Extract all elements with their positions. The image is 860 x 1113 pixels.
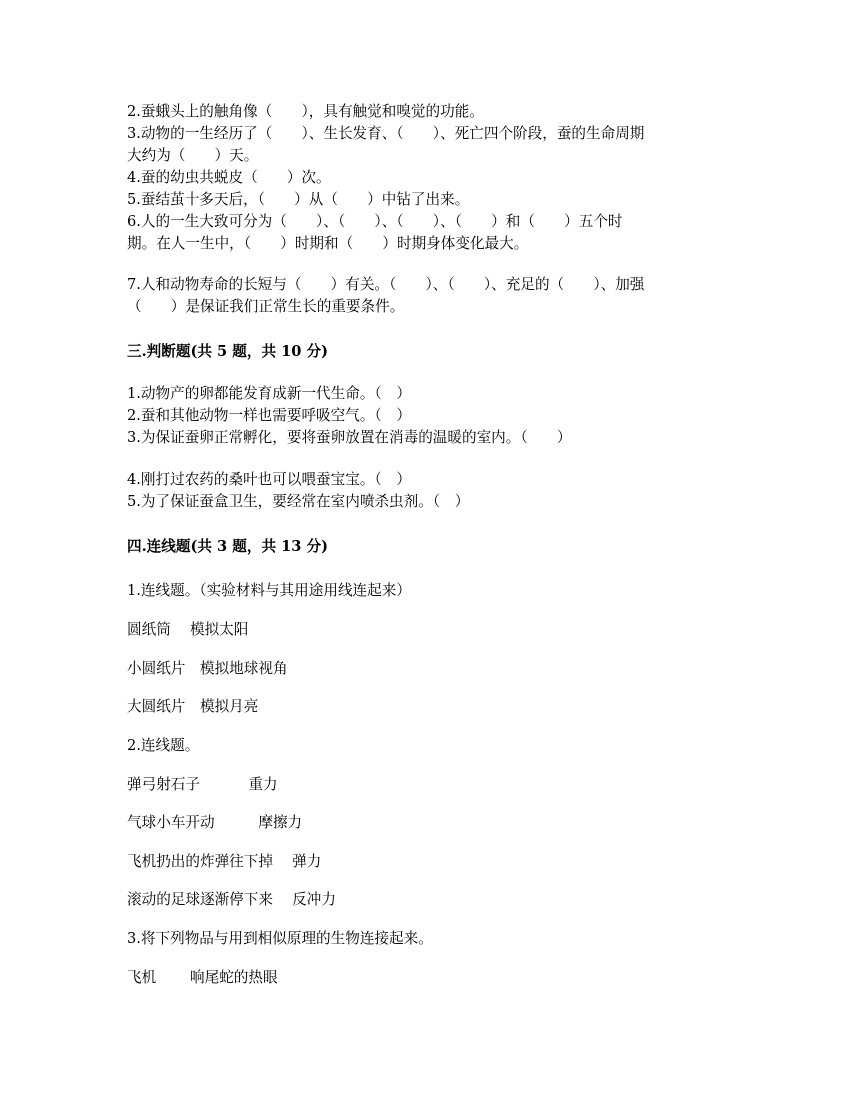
match-q3-row-1: 飞机 响尾蛇的热眼 xyxy=(127,969,278,986)
judge-item-1: 1.动物产的卵都能发育成新一代生命。（ ） xyxy=(127,385,411,402)
match-q2-row-3: 飞机扔出的炸弹往下掉 弹力 xyxy=(127,853,322,870)
judge-section-heading: 三.判断题(共 5 题，共 10 分) xyxy=(127,343,329,360)
match-q2-row-1: 弹弓射石子 重力 xyxy=(127,776,278,793)
match-question-2-title: 2.连线题。 xyxy=(127,737,200,754)
fill-question-5: 5.蚕结茧十多天后，（ ）从（ ）中钻了出来。 xyxy=(127,191,470,208)
match-question-3-title: 3.将下列物品与用到相似原理的生物连接起来。 xyxy=(127,930,433,947)
match-question-1-title: 1.连线题。（实验材料与其用途用线连起来） xyxy=(127,582,411,599)
fill-question-6-line-2: 期。在人一生中，（ ）时期和（ ）时期身体变化最大。 xyxy=(127,235,529,252)
fill-question-7-line-2: （ ）是保证我们正常生长的重要条件。 xyxy=(127,298,405,315)
fill-question-6-line-1: 6.人的一生大致可分为（ ）、（ ）、（ ）、（ ）和（ ）五个时 xyxy=(127,213,623,230)
match-q1-row-2: 小圆纸片 模拟地球视角 xyxy=(127,660,288,677)
match-q2-row-2: 气球小车开动 摩擦力 xyxy=(127,814,303,831)
judge-item-2: 2.蚕和其他动物一样也需要呼吸空气。（ ） xyxy=(127,407,411,424)
match-q1-row-3: 大圆纸片 模拟月亮 xyxy=(127,698,259,715)
fill-question-3-line-1: 3.动物的一生经历了（ ）、生长发育、（ ）、死亡四个阶段，蚕的生命周期 xyxy=(127,125,645,142)
judge-item-4: 4.刚打过农药的桑叶也可以喂蚕宝宝。（ ） xyxy=(127,471,411,488)
match-section-heading: 四.连线题(共 3 题，共 13 分) xyxy=(127,538,329,555)
match-q1-row-1: 圆纸筒 模拟太阳 xyxy=(127,621,249,638)
fill-question-4: 4.蚕的幼虫共蜕皮（ ）次。 xyxy=(127,169,331,186)
fill-question-7-line-1: 7.人和动物寿命的长短与（ ）有关。（ ）、（ ）、充足的（ ）、加强 xyxy=(127,276,645,293)
judge-item-3: 3.为保证蚕卵正常孵化，要将蚕卵放置在消毒的温暖的室内。（ ） xyxy=(127,429,572,446)
match-q2-row-4: 滚动的足球逐渐停下来 反冲力 xyxy=(127,891,336,908)
judge-item-5: 5.为了保证蚕盒卫生，要经常在室内喷杀虫剂。（ ） xyxy=(127,493,470,510)
fill-question-2: 2.蚕蛾头上的触角像（ ），具有触觉和嗅觉的功能。 xyxy=(127,103,484,120)
fill-question-3-line-2: 大约为（ ）天。 xyxy=(127,147,259,164)
